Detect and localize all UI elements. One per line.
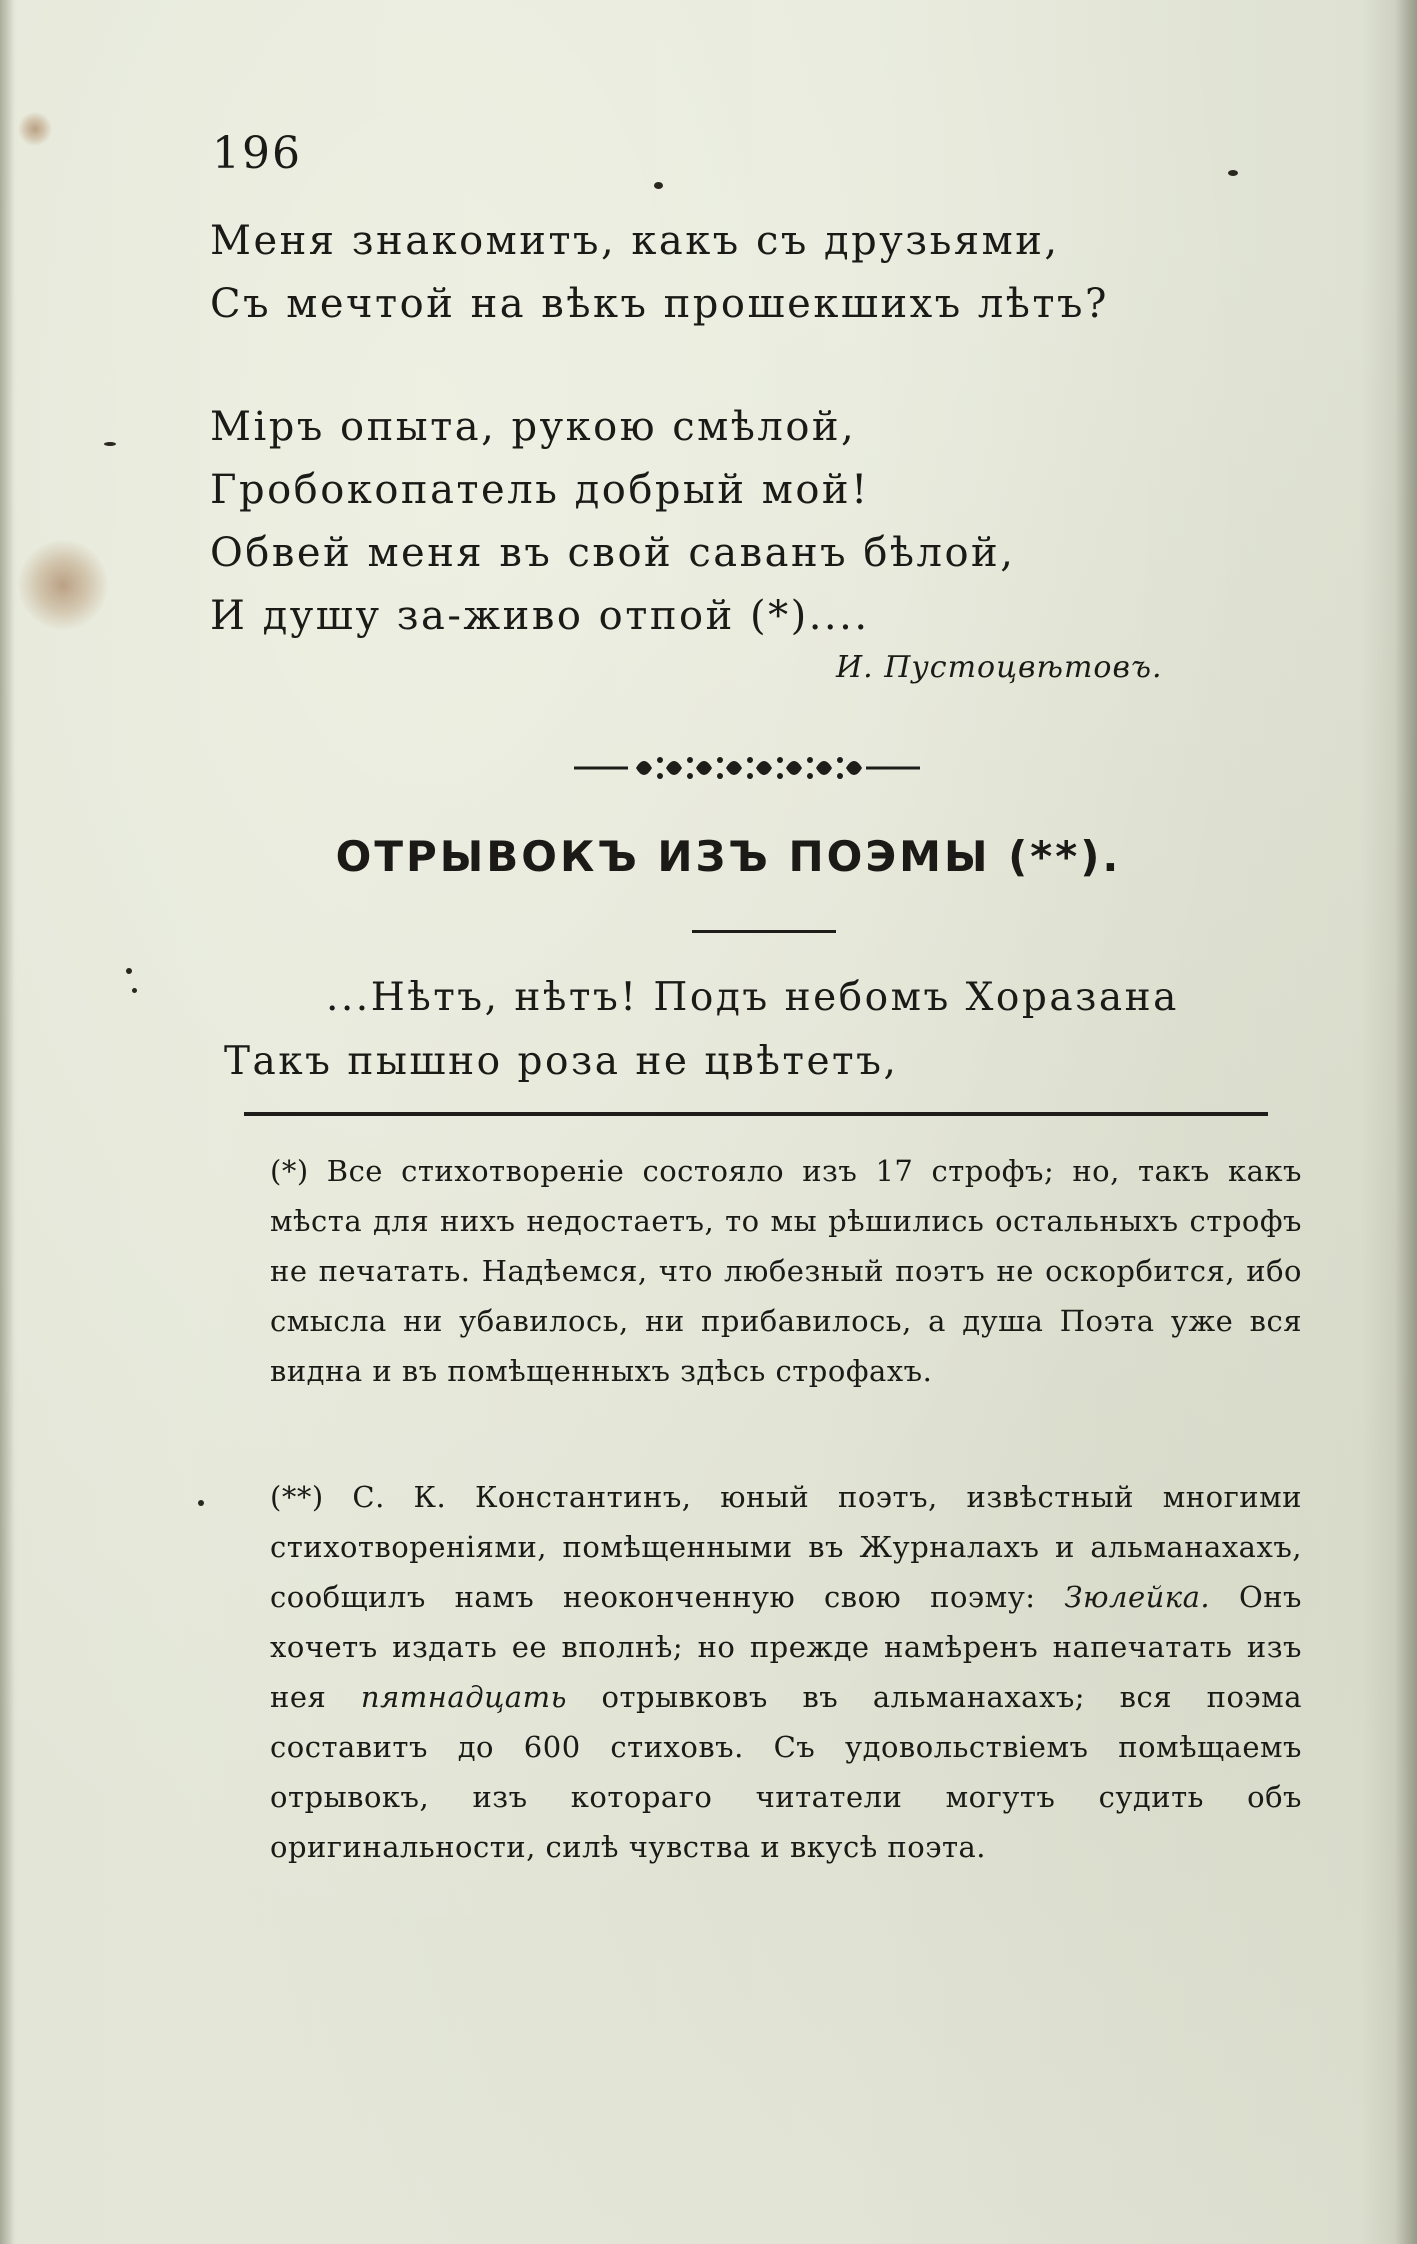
footnote-2-part: отрывковъ въ альманахахъ; вся поэма составитъ до 600 стиховъ. Съ удовольствіемъ помѣщаемъ отрывокъ, изъ котораго читатели могутъ судить объ оригинальности, силѣ чувства и вкусѣ поэта. bbox=[270, 1680, 1303, 1864]
verse-stanza-1 bbox=[210, 210, 1109, 336]
footnote-1 bbox=[228, 1146, 1302, 1396]
page-number: 196 bbox=[212, 128, 302, 179]
speck bbox=[126, 968, 132, 974]
ornament-divider-icon bbox=[574, 748, 920, 788]
verse-line: Міръ опыта, рукою смѣлой, bbox=[210, 404, 857, 450]
speck bbox=[104, 442, 116, 446]
footnote-2-part: Онъ хочетъ издать ее вполнѣ; но прежде намѣренъ напечатать изъ нея bbox=[270, 1580, 1303, 1714]
speck bbox=[1228, 170, 1238, 176]
page-shadow-left bbox=[0, 0, 14, 2244]
poem-title: ОТРЫВОКЪ ИЗЪ ПОЭМЫ (**). bbox=[335, 832, 1122, 881]
author-signature: И. Пустоцвѣтовъ. bbox=[836, 650, 1163, 685]
excerpt-line: ...Нѣтъ, нѣтъ! Подъ небомъ Хоразана bbox=[326, 975, 1179, 1020]
speck bbox=[654, 182, 663, 189]
verse-line: Гробокопатель добрый мой! bbox=[210, 467, 870, 513]
footnote-1-text: (*) Все стихотвореніе состояло изъ 17 строфъ; но, такъ какъ мѣста для нихъ недостаетъ, то мы рѣшились остальныхъ строфъ не печатать. Надѣемся, что любезный поэтъ не оскорбится, ибо смысла ни убавилось, ни прибавилось, а душа Поэта уже вся видна и въ помѣщенныхъ здѣсь строфахъ. bbox=[270, 1154, 1302, 1388]
title-rule bbox=[692, 930, 836, 933]
footnote-2-italic-word: пятнадцать bbox=[360, 1680, 567, 1714]
verse-line: Меня знакомитъ, какъ съ друзьями, bbox=[210, 218, 1060, 264]
stain-large bbox=[18, 540, 108, 630]
footnote-2-part: (**) С. К. Константинъ, юный поэтъ, извѣстный многими стихотвореніями, помѣщенными въ Журналахъ и альманахахъ, сообщилъ намъ неоконченную свою поэму: bbox=[270, 1480, 1302, 1614]
speck bbox=[132, 988, 137, 993]
footnote-2-text bbox=[228, 1472, 1302, 1872]
footnote-2-italic-title: Зюлейка. bbox=[1064, 1580, 1211, 1614]
verse-line: И душу за-живо отпой (*).... bbox=[210, 593, 870, 639]
excerpt-line: Такъ пышно роза не цвѣтетъ, bbox=[224, 1039, 899, 1084]
footnote-rule bbox=[244, 1112, 1268, 1116]
page-shadow-right bbox=[1395, 0, 1417, 2244]
stain-small bbox=[18, 112, 52, 146]
footnote-2 bbox=[228, 1472, 1302, 1872]
verse-line: Обвей меня въ свой саванъ бѣлой, bbox=[210, 530, 1016, 576]
speck bbox=[198, 1500, 204, 1506]
poem-excerpt bbox=[224, 966, 1179, 1094]
verse-line: Съ мечтой на вѣкъ прошекшихъ лѣтъ? bbox=[210, 281, 1109, 327]
verse-stanza-2 bbox=[210, 396, 1015, 648]
